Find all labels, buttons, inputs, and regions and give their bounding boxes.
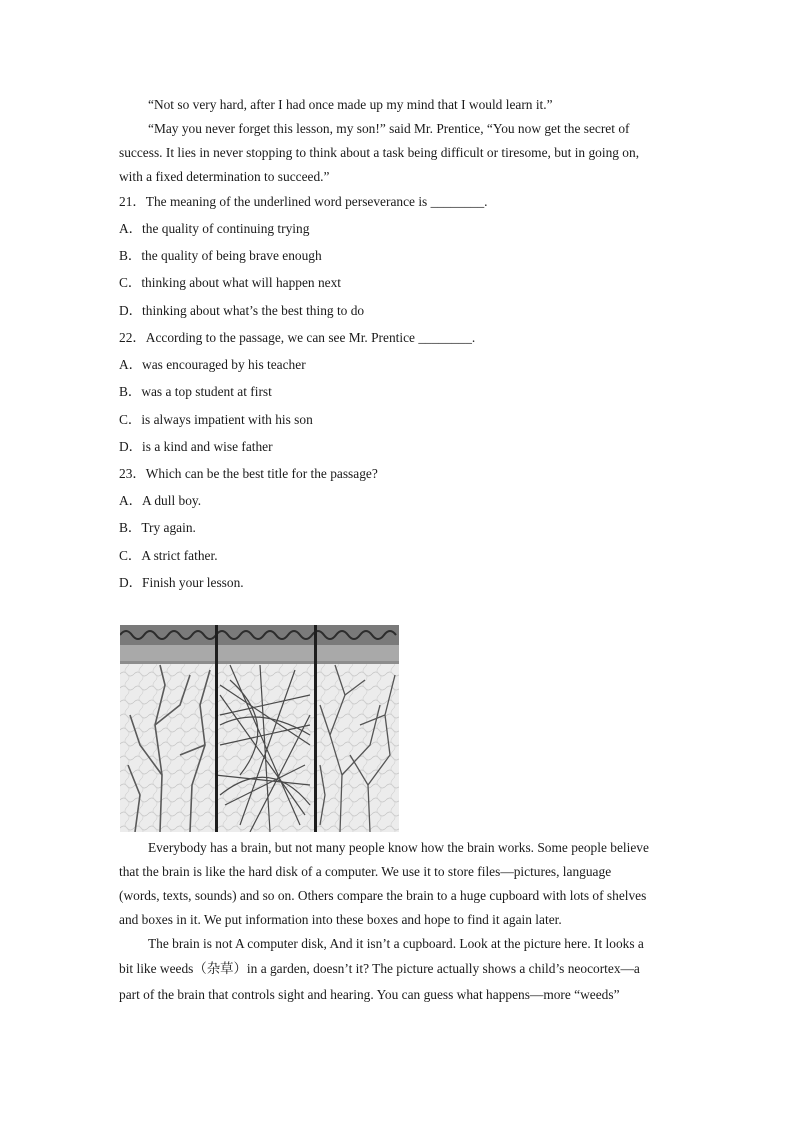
- neocortex-image: [120, 625, 399, 832]
- answer-option: C．is always impatient with his son: [119, 412, 313, 427]
- answer-option: D．is a kind and wise father: [119, 439, 273, 454]
- paragraph-line: part of the brain that controls sight and hearing. You can guess what happens—more “weeds”: [119, 987, 620, 1002]
- answer-option: C．A strict father.: [119, 548, 218, 563]
- question-stem: 21．The meaning of the underlined word perseverance is ________.: [119, 194, 488, 209]
- paragraph-line: that the brain is like the hard disk of a computer. We use it to store files—pictures, language: [119, 864, 612, 879]
- answer-option: A．the quality of continuing trying: [119, 221, 310, 236]
- answer-option: B．the quality of being brave enough: [119, 248, 322, 263]
- paragraph-line: “Not so very hard, after I had once made up my mind that I would learn it.”: [148, 97, 553, 112]
- answer-option: B．Try again.: [119, 520, 196, 535]
- answer-option: A．was encouraged by his teacher: [119, 357, 306, 372]
- paragraph-line: success. It lies in never stopping to think about a task being difficult or tiresome, but in going on,: [119, 145, 640, 160]
- paragraph-line: The brain is not A computer disk, And it isn’t a cupboard. Look at the picture here. It looks a: [148, 936, 644, 951]
- paragraph-line: (words, texts, sounds) and so on. Others compare the brain to a huge cupboard with lots of shelves: [119, 888, 647, 903]
- answer-option: B．was a top student at first: [119, 384, 272, 399]
- paragraph-line: bit like weeds（杂草）in a garden, doesn’t it? The picture actually shows a child’s neocortex—a: [119, 961, 640, 976]
- paragraph-line: with a fixed determination to succeed.”: [119, 169, 330, 184]
- answer-option: D．Finish your lesson.: [119, 575, 244, 590]
- paragraph-line: and boxes in it. We put information into these boxes and hope to find it again later.: [119, 912, 562, 927]
- answer-option: A．A dull boy.: [119, 493, 202, 508]
- answer-option: D．thinking about what’s the best thing to do: [119, 303, 365, 318]
- paragraph-line: “May you never forget this lesson, my son!” said Mr. Prentice, “You now get the secret of: [148, 121, 630, 136]
- answer-option: C．thinking about what will happen next: [119, 275, 342, 290]
- paragraph-line: Everybody has a brain, but not many people know how the brain works. Some people believe: [148, 840, 649, 855]
- question-stem: 23．Which can be the best title for the passage?: [119, 466, 378, 481]
- question-stem: 22．According to the passage, we can see Mr. Prentice ________.: [119, 330, 476, 345]
